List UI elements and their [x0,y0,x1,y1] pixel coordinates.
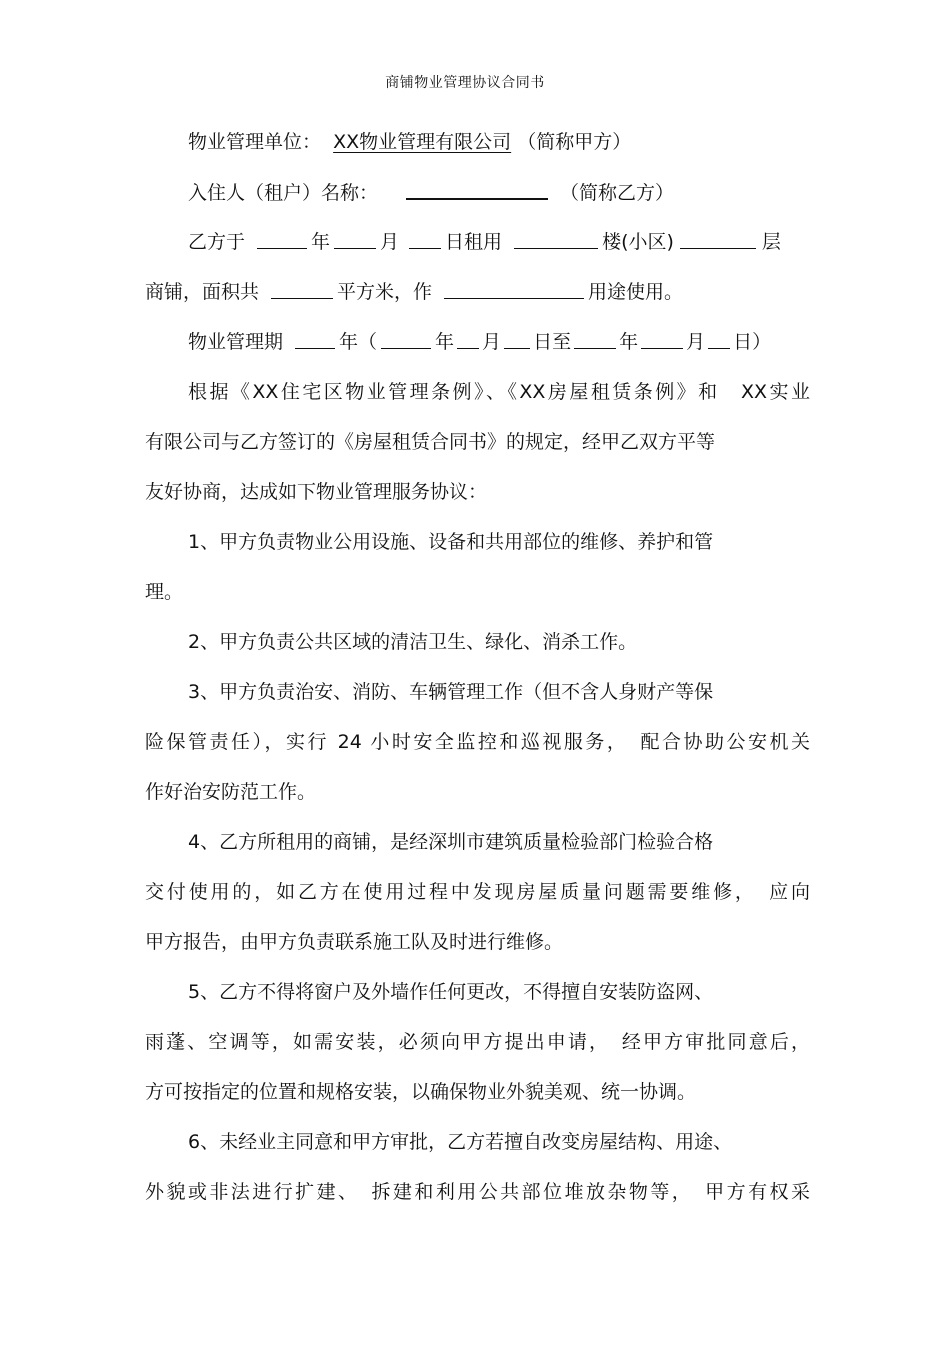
intro-line-3: 友好协商，达成如下物业管理服务协议： [145,481,488,503]
clause-4-line-3: 甲方报告，由甲方负责联系施工队及时进行维修。 [145,931,564,953]
intro-line-2: 有限公司与乙方签订的《房屋租赁合同书》的规定，经甲乙双方平等 [145,431,716,453]
clause-4-line-1: 4、乙方所租用的商铺，是经深圳市建筑质量检验部门检验合格 [188,831,714,853]
lease-text-6: 层 [761,231,781,253]
tenant-name-label: 入住人（租户）名称： [188,182,379,204]
lease-floor-blank [680,230,756,249]
clause-1-line-2: 理。 [145,581,184,603]
lease-text-1: 乙方于 [188,231,246,253]
lease-text-5: 楼(小区) [602,231,674,253]
tenant-name-line [188,180,810,205]
lease-building-blank [514,230,598,249]
management-company-name: XX物业管理有限公司 [333,131,512,153]
period-text-7: 月 [686,331,706,353]
lease-area-line [145,280,810,304]
period-start-day-blank [504,330,530,349]
lease-day-blank [409,230,441,249]
clause-3-line-1: 3、甲方负责治安、消防、车辆管理工作（但不含人身财产等保 [188,681,714,703]
clause-6-line-1: 6、未经业主同意和甲方审批，乙方若擅自改变房屋结构、用途、 [188,1131,733,1153]
clause-5-line-2: 雨蓬、空调等，如需安装，必须向甲方提出申请， 经甲方审批同意后， [145,1031,810,1053]
management-period-line [188,330,810,354]
document-title: 商铺物业管理协议合同书 [385,75,545,91]
period-text-8: 日） [733,331,772,353]
clause-5-line-3: 方可按指定的位置和规格安装，以确保物业外貌美观、统一协调。 [145,1081,697,1103]
period-start-month-blank [457,330,479,349]
clause-5-line-1: 5、乙方不得将窗户及外墙作任何更改，不得擅自安装防盗网、 [188,981,714,1003]
clause-3-line-2: 险保管责任），实行 24 小时安全监控和巡视服务， 配合协助公安机关 [145,731,810,753]
lease-month-blank [334,230,376,249]
lease-date-line [188,230,810,254]
period-text-1: 物业管理期 [188,331,284,353]
lease-text-2: 年 [311,231,331,253]
period-end-year-blank [574,330,616,349]
clause-1-line-1: 1、甲方负责物业公用设施、设备和共用部位的维修、养护和管 [188,531,714,553]
lease-text-7: 商铺，面积共 [145,281,260,303]
clause-2-line-1: 2、甲方负责公共区域的清洁卫生、绿化、消杀工作。 [188,631,638,653]
period-text-4: 月 [482,331,502,353]
lease-text-4: 日租用 [445,231,503,253]
clause-4-line-2: 交付使用的，如乙方在使用过程中发现房屋质量问题需要维修， 应向 [145,881,810,903]
lease-usage-blank [444,280,584,299]
lease-area-blank [271,280,333,299]
lease-year-blank [257,230,307,249]
period-years-blank [295,330,335,349]
period-text-2: 年（ [339,331,378,353]
management-abbr: （简称甲方） [517,131,632,153]
intro-line-1: 根据《XX住宅区物业管理条例》、《XX房屋租赁条例》和 XX实业 [188,381,810,403]
clause-3-line-3: 作好治安防范工作。 [145,781,317,803]
tenant-name-blank [406,180,548,200]
period-text-6: 年 [619,331,639,353]
management-unit-label: 物业管理单位： [188,131,322,153]
lease-text-3: 月 [380,231,400,253]
lease-text-8: 平方米，作 [337,281,433,303]
management-unit-line [188,130,810,154]
clause-6-line-2: 外貌或非法进行扩建、 拆建和利用公共部位堆放杂物等， 甲方有权采 [145,1181,810,1203]
period-end-month-blank [641,330,683,349]
period-end-day-blank [708,330,730,349]
lease-text-9: 用途使用。 [588,281,684,303]
period-start-year-blank [381,330,431,349]
period-text-5: 日至 [533,331,572,353]
period-text-3: 年 [435,331,455,353]
tenant-abbr: （简称乙方） [560,182,675,204]
